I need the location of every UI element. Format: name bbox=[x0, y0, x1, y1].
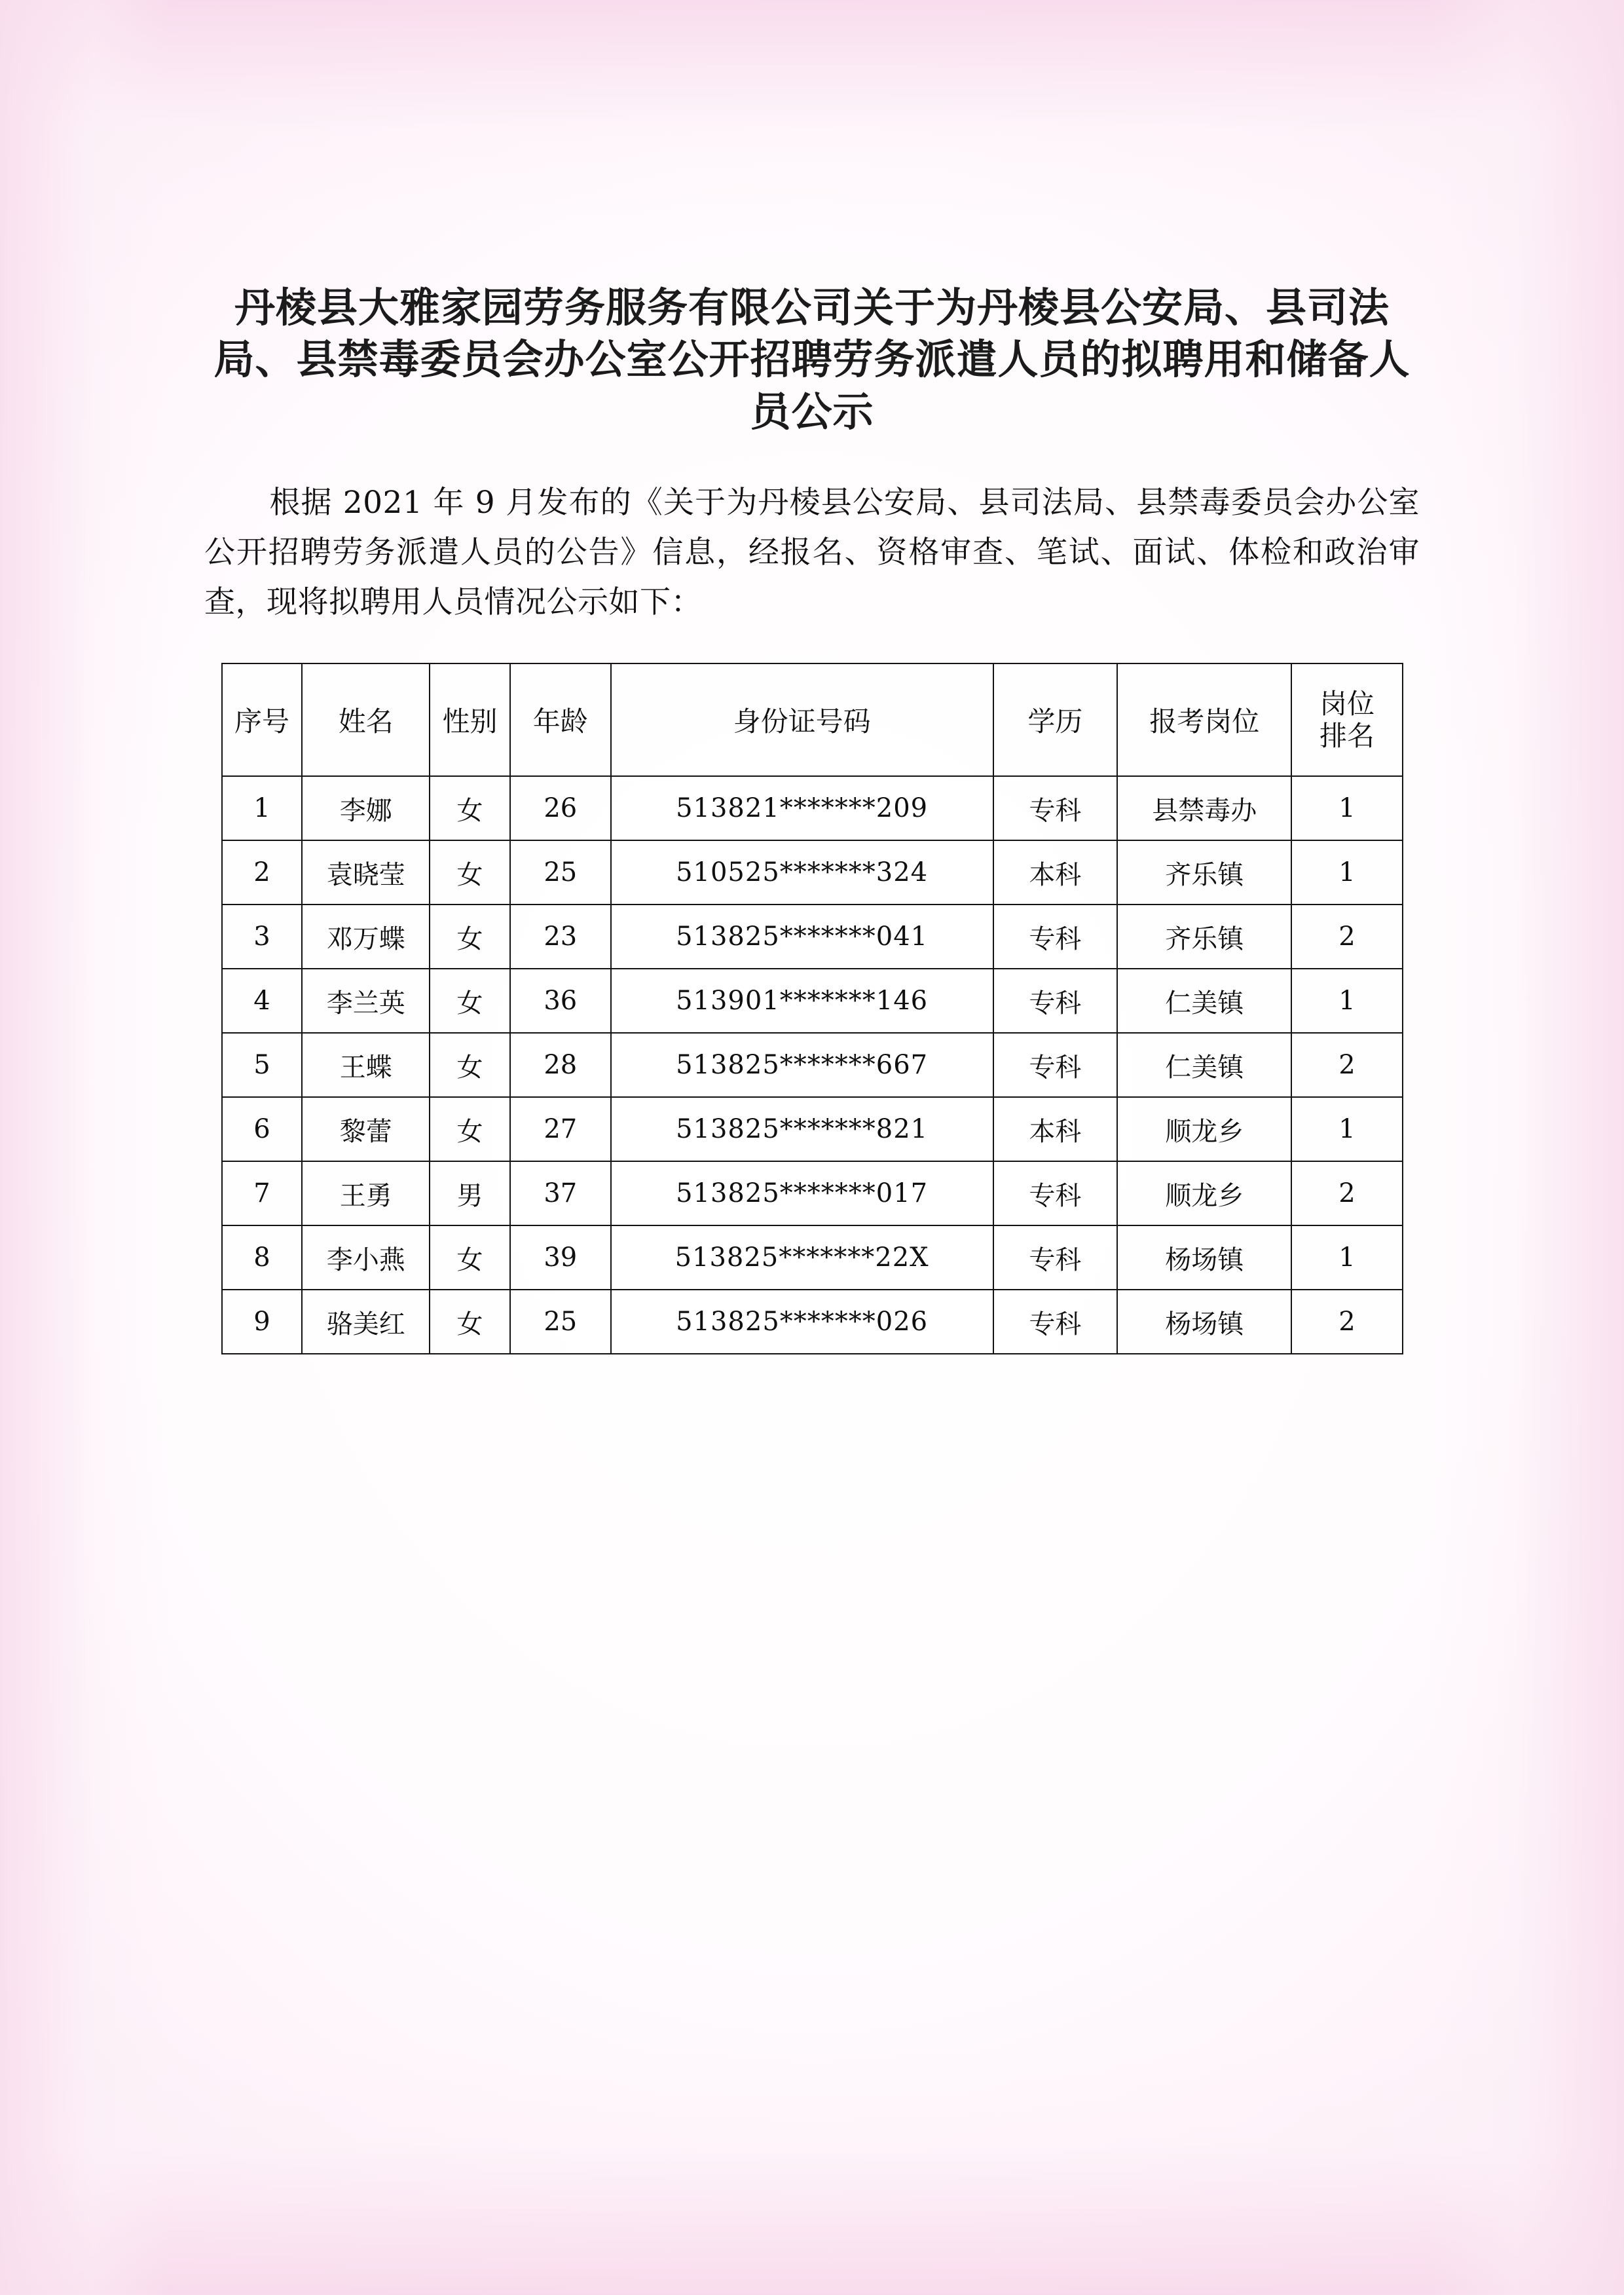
cell-age: 27 bbox=[510, 1097, 611, 1161]
column-header-index: 序号 bbox=[222, 663, 303, 776]
table-row bbox=[222, 1033, 1403, 1097]
column-header-education: 学历 bbox=[993, 663, 1118, 776]
cell-id-number: 513825*******22X bbox=[611, 1225, 993, 1290]
cell-index: 9 bbox=[222, 1290, 303, 1354]
cell-name: 李小燕 bbox=[302, 1225, 430, 1290]
column-header-rank bbox=[1291, 663, 1402, 776]
cell-name: 李兰英 bbox=[302, 969, 430, 1033]
column-header-age: 年龄 bbox=[510, 663, 611, 776]
cell-name: 骆美红 bbox=[302, 1290, 430, 1354]
paragraph-text: 根据 2021 年 9 月发布的《关于为丹棱县公安局、县司法局、县禁毒委员会办公室公开招聘劳务派遣人员的公告》信息，经报名、资格审查、笔试、面试、体检和政治审查，现将拟聘用人员情况公示如下： bbox=[204, 485, 1420, 621]
cell-gender: 女 bbox=[430, 969, 510, 1033]
cell-post: 仁美镇 bbox=[1117, 1033, 1291, 1097]
cell-gender: 女 bbox=[430, 1097, 510, 1161]
column-header-id-number: 身份证号码 bbox=[611, 663, 993, 776]
cell-rank: 1 bbox=[1291, 1225, 1402, 1290]
table-row bbox=[222, 1161, 1403, 1225]
cell-gender: 女 bbox=[430, 1290, 510, 1354]
cell-post: 杨场镇 bbox=[1117, 1290, 1291, 1354]
cell-education: 专科 bbox=[993, 1033, 1118, 1097]
cell-education: 专科 bbox=[993, 1225, 1118, 1290]
page-title: 丹棱县大雅家园劳务服务有限公司关于为丹棱县公安局、县司法局、县禁毒委员会办公室公开招聘劳务派遣人员的拟聘用和储备人员公示 bbox=[213, 284, 1411, 436]
cell-education: 专科 bbox=[993, 776, 1118, 840]
cell-age: 25 bbox=[510, 1290, 611, 1354]
cell-id-number: 513825*******017 bbox=[611, 1161, 993, 1225]
column-header-name: 姓名 bbox=[302, 663, 430, 776]
cell-name: 袁晓莹 bbox=[302, 840, 430, 905]
candidates-table bbox=[221, 663, 1403, 1354]
cell-name: 邓万蝶 bbox=[302, 905, 430, 969]
table-body bbox=[222, 776, 1403, 1354]
cell-education: 专科 bbox=[993, 969, 1118, 1033]
scan-tint-top bbox=[0, 0, 1624, 216]
cell-age: 37 bbox=[510, 1161, 611, 1225]
document-paragraph bbox=[196, 478, 1428, 627]
table-row bbox=[222, 1290, 1403, 1354]
cell-name: 黎蕾 bbox=[302, 1097, 430, 1161]
column-header-rank-line2: 排名 bbox=[1319, 720, 1375, 753]
cell-gender: 女 bbox=[430, 1033, 510, 1097]
cell-post: 县禁毒办 bbox=[1117, 776, 1291, 840]
column-header-gender: 性别 bbox=[430, 663, 510, 776]
scan-tint-bottom bbox=[0, 2046, 1624, 2295]
cell-post: 齐乐镇 bbox=[1117, 840, 1291, 905]
cell-name: 王蝶 bbox=[302, 1033, 430, 1097]
table-row bbox=[222, 1225, 1403, 1290]
table-header-row bbox=[222, 663, 1403, 776]
cell-id-number: 513825*******667 bbox=[611, 1033, 993, 1097]
cell-education: 专科 bbox=[993, 1161, 1118, 1225]
cell-age: 25 bbox=[510, 840, 611, 905]
cell-gender: 女 bbox=[430, 776, 510, 840]
cell-index: 3 bbox=[222, 905, 303, 969]
cell-index: 8 bbox=[222, 1225, 303, 1290]
cell-index: 4 bbox=[222, 969, 303, 1033]
cell-post: 杨场镇 bbox=[1117, 1225, 1291, 1290]
scan-tint-left bbox=[0, 0, 170, 2295]
cell-index: 7 bbox=[222, 1161, 303, 1225]
cell-id-number: 513901*******146 bbox=[611, 969, 993, 1033]
cell-index: 5 bbox=[222, 1033, 303, 1097]
cell-id-number: 513825*******041 bbox=[611, 905, 993, 969]
cell-rank: 1 bbox=[1291, 1097, 1402, 1161]
cell-id-number: 510525*******324 bbox=[611, 840, 993, 905]
table-row bbox=[222, 1097, 1403, 1161]
cell-post: 仁美镇 bbox=[1117, 969, 1291, 1033]
cell-gender: 女 bbox=[430, 1225, 510, 1290]
cell-index: 1 bbox=[222, 776, 303, 840]
cell-age: 28 bbox=[510, 1033, 611, 1097]
cell-gender: 女 bbox=[430, 905, 510, 969]
cell-age: 23 bbox=[510, 905, 611, 969]
cell-name: 王勇 bbox=[302, 1161, 430, 1225]
table-row bbox=[222, 776, 1403, 840]
column-header-post: 报考岗位 bbox=[1117, 663, 1291, 776]
cell-rank: 2 bbox=[1291, 1161, 1402, 1225]
cell-age: 26 bbox=[510, 776, 611, 840]
cell-post: 齐乐镇 bbox=[1117, 905, 1291, 969]
document-content bbox=[196, 282, 1428, 1354]
cell-name: 李娜 bbox=[302, 776, 430, 840]
cell-index: 2 bbox=[222, 840, 303, 905]
cell-age: 36 bbox=[510, 969, 611, 1033]
table-row bbox=[222, 969, 1403, 1033]
cell-rank: 2 bbox=[1291, 1290, 1402, 1354]
cell-rank: 2 bbox=[1291, 1033, 1402, 1097]
cell-rank: 1 bbox=[1291, 969, 1402, 1033]
cell-id-number: 513821*******209 bbox=[611, 776, 993, 840]
cell-age: 39 bbox=[510, 1225, 611, 1290]
cell-rank: 1 bbox=[1291, 776, 1402, 840]
cell-post: 顺龙乡 bbox=[1117, 1161, 1291, 1225]
cell-rank: 2 bbox=[1291, 905, 1402, 969]
scan-tint-right bbox=[1428, 0, 1624, 2295]
cell-rank: 1 bbox=[1291, 840, 1402, 905]
cell-education: 专科 bbox=[993, 1290, 1118, 1354]
table-row bbox=[222, 840, 1403, 905]
cell-education: 本科 bbox=[993, 1097, 1118, 1161]
cell-education: 本科 bbox=[993, 840, 1118, 905]
cell-gender: 女 bbox=[430, 840, 510, 905]
cell-id-number: 513825*******026 bbox=[611, 1290, 993, 1354]
cell-gender: 男 bbox=[430, 1161, 510, 1225]
cell-post: 顺龙乡 bbox=[1117, 1097, 1291, 1161]
column-header-rank-line1: 岗位 bbox=[1319, 687, 1375, 720]
cell-id-number: 513825*******821 bbox=[611, 1097, 993, 1161]
table-row bbox=[222, 905, 1403, 969]
cell-index: 6 bbox=[222, 1097, 303, 1161]
cell-education: 专科 bbox=[993, 905, 1118, 969]
